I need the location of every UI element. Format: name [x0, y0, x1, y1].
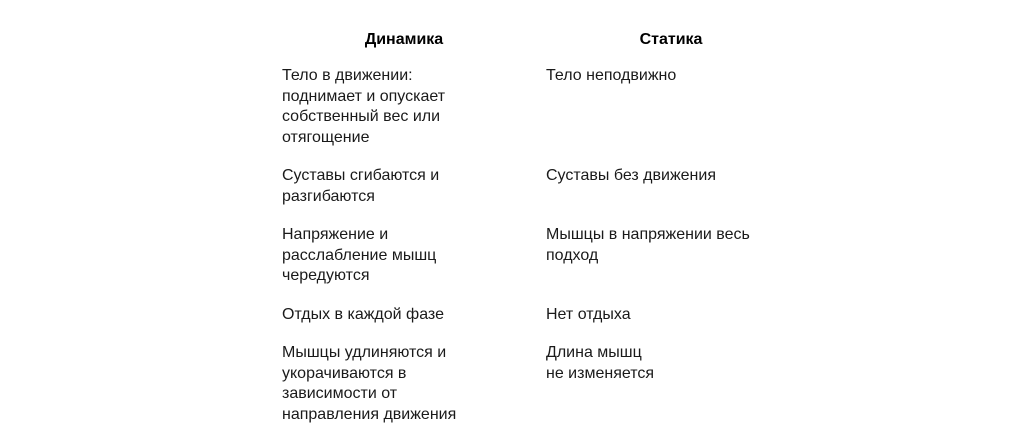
table-row [282, 66, 811, 166]
dynamics-cell [282, 66, 546, 166]
statics-cell [546, 66, 811, 166]
dynamics-cell [282, 166, 546, 225]
cell-text: Отдых в каждой фазе [282, 305, 444, 323]
table-body [282, 66, 811, 425]
statics-cell [546, 305, 811, 344]
cell-text: Тело в движении: поднимает и опускает собственный вес или отягощение [282, 67, 446, 146]
comparison-table [282, 30, 811, 425]
dynamics-cell [282, 305, 546, 344]
table-row [282, 343, 811, 425]
cell-text: Напряжение и расслабление мышц чередуются [282, 226, 437, 284]
table-header [282, 30, 811, 66]
table-row [282, 305, 811, 344]
cell-text: Длина мышц не изменяется [546, 344, 655, 382]
statics-cell [546, 343, 811, 425]
cell-text: Мышцы в напряжении весь подход [546, 226, 750, 264]
cell-text: Суставы без движения [546, 167, 716, 184]
header-statics: Статика [639, 31, 703, 48]
table-row [282, 166, 811, 225]
table-row [282, 225, 811, 305]
cell-text: Нет отдыха [546, 305, 631, 323]
statics-cell [546, 166, 811, 225]
cell-text: Тело неподвижно [546, 67, 677, 84]
cell-text: Мышцы удлиняются и укорачиваются в зависимости от направления движения [282, 344, 457, 423]
header-dynamics: Динамика [364, 31, 444, 48]
dynamics-cell [282, 225, 546, 305]
cell-text: Суставы сгибаются и разгибаются [282, 167, 440, 205]
dynamics-cell [282, 343, 546, 425]
statics-cell [546, 225, 811, 305]
header-row [282, 30, 811, 66]
